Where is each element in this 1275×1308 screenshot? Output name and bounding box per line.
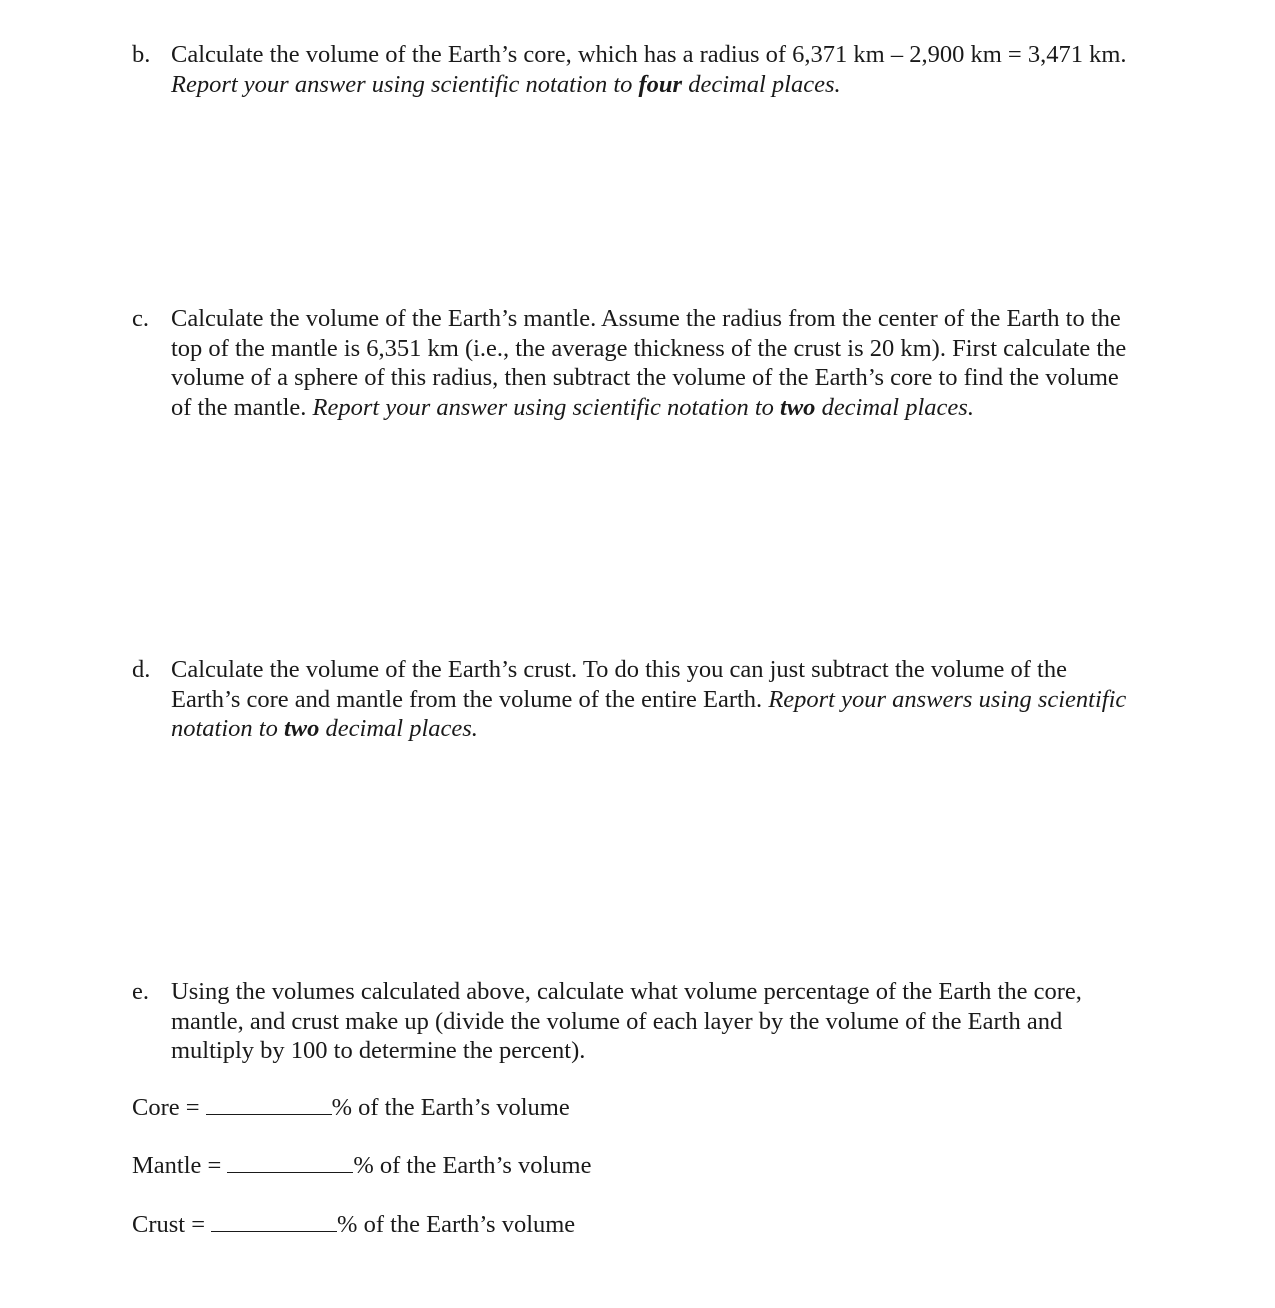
question-letter: b.	[132, 41, 151, 68]
question-c	[132, 304, 1132, 422]
answer-blank-crust[interactable]	[211, 1211, 337, 1232]
question-prompt: Calculate the volume of the Earth’s core, which has a radius of 6,371 km – 2,900 km = 3,471 km.	[171, 41, 1127, 68]
question-prompt: Calculate the volume of the Earth’s mantle. Assume the radius from the center of the Earth to the top of the mantle is 6,351 km (i.e., the average thickness of the crust is 20 km). First calculate the volume of a sphere of this radius, then subtract the volume of the Earth’s core to find the volume of the mantle.	[171, 305, 1127, 421]
emphasis-word: two	[780, 393, 816, 421]
question-text	[171, 655, 1132, 744]
answer-suffix: % of the Earth’s volume	[353, 1152, 592, 1179]
answer-label: Crust =	[132, 1211, 206, 1238]
answer-crust	[132, 1210, 575, 1240]
question-instruction: Report your answer using scientific notation to two decimal places.	[312, 393, 974, 421]
answer-label: Core =	[132, 1094, 200, 1121]
question-instruction: Report your answers using scientific notation to two decimal places.	[171, 685, 1127, 742]
answer-core	[132, 1093, 570, 1123]
answer-label: Mantle =	[132, 1152, 222, 1179]
answer-blank-core[interactable]	[206, 1094, 332, 1115]
question-letter: d.	[132, 656, 151, 683]
answer-suffix: % of the Earth’s volume	[337, 1211, 576, 1238]
question-b	[132, 40, 1132, 99]
answer-mantle	[132, 1151, 591, 1181]
emphasis-word: two	[283, 715, 320, 742]
question-instruction: Report your answer using scientific notation to four decimal places.	[171, 70, 841, 98]
answer-blank-mantle[interactable]	[227, 1152, 353, 1173]
emphasis-word: four	[638, 70, 683, 98]
question-text	[171, 304, 1132, 422]
question-e	[132, 977, 1132, 1066]
answer-suffix: % of the Earth’s volume	[331, 1094, 570, 1121]
question-prompt: Using the volumes calculated above, calculate what volume percentage of the Earth the core, mantle, and crust make up (divide the volume of each layer by the volume of the Earth and multiply by 100 to determine the percent).	[171, 978, 1082, 1064]
question-text	[171, 40, 1132, 99]
question-d	[132, 655, 1132, 744]
question-letter: c.	[132, 305, 149, 332]
question-letter: e.	[132, 978, 149, 1005]
question-prompt: Calculate the volume of the Earth’s crust. To do this you can just subtract the volume of the Earth’s core and mantle from the volume of the entire Earth.	[171, 656, 1067, 713]
question-text	[171, 977, 1132, 1066]
